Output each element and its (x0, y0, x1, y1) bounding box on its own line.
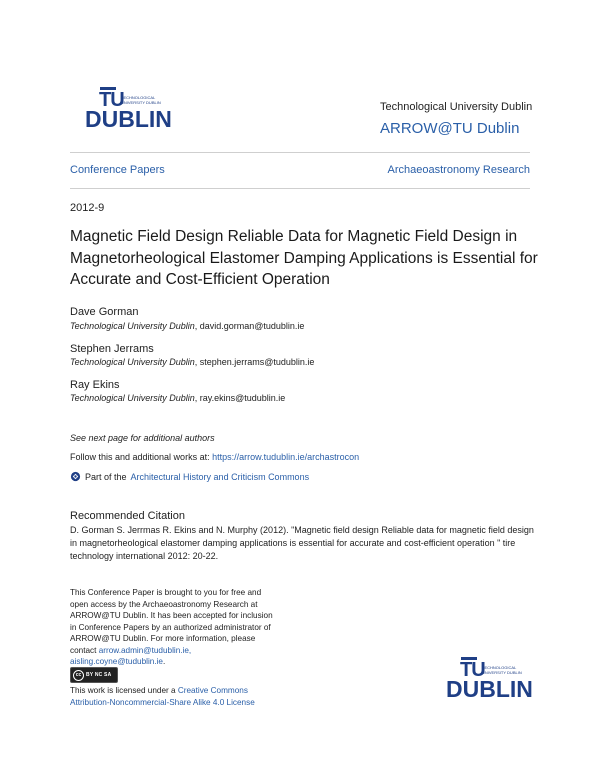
author-email: , ray.ekins@tudublin.ie (194, 393, 286, 403)
follow-line (70, 452, 359, 462)
contact-email-link[interactable]: arrow.admin@tudublin.ie, (98, 645, 192, 655)
author-affiliation (70, 357, 314, 367)
recommended-citation-heading: Recommended Citation (70, 510, 185, 522)
author-institution: Technological University Dublin (70, 393, 195, 403)
author-name: Ray Ekins (70, 379, 120, 391)
license-text (70, 685, 330, 708)
open-access-note (70, 587, 280, 668)
commons-link[interactable]: Architectural History and Criticism Commons (130, 471, 310, 482)
recommended-citation-text: D. Gorman S. Jerrmas R. Ekins and N. Murphy (2012). "Magnetic field design Reliable data for magnetic field design in magnetorheological elastomer damping applications is essential for accurate and cost-efficient operation " tire technology international 2012: 20-22. (70, 525, 534, 561)
author-institution: Technological University Dublin (70, 321, 195, 331)
follow-prefix: Follow this and additional works at: (70, 452, 213, 462)
divider-top (70, 152, 530, 153)
collection-url-link[interactable]: https://arrow.tudublin.ie/archastrocon (212, 452, 360, 462)
tu-dublin-logo[interactable] (446, 660, 536, 705)
commons-network-icon (70, 471, 81, 482)
author-affiliation (70, 393, 285, 403)
contact-email-link[interactable]: aisling.coyne@tudublin.ie (70, 657, 163, 666)
divider-bottom (70, 188, 530, 189)
author-name: Stephen Jerrams (70, 343, 154, 355)
note-text: This Conference Paper is brought to you for free and open access by the Archaeoastronomy Research at ARROW@TU Dublin. It has been accepted for inclusion in Conference Papers by an authorized administrator of ARROW@TU Dublin. For more information, please contact (70, 588, 273, 655)
license-prefix: This work is licensed under a (70, 686, 178, 695)
breadcrumb-conference-papers[interactable]: Conference Papers (70, 164, 165, 176)
page-title: Magnetic Field Design Reliable Data for Magnetic Field Design in Magnetorheological Elastomer Damping Applications is Essential for Accurate and Cost-Efficient Operation (70, 228, 538, 288)
see-next-page-note: See next page for additional authors (70, 433, 215, 443)
logo-microtext: TECHNOLOGICAL UNIVERSITY DUBLIN (482, 665, 522, 675)
author-institution: Technological University Dublin (70, 357, 195, 367)
logo-tu: TU (99, 89, 124, 111)
license-link[interactable]: Attribution-Noncommercial-Share Alike 4.0 License (70, 697, 255, 707)
logo-tu: TU (460, 659, 485, 681)
logo-dublin: DUBLIN (446, 676, 533, 702)
logo-microtext: TECHNOLOGICAL UNIVERSITY DUBLIN (121, 95, 161, 105)
breadcrumb-archaeoastronomy[interactable]: Archaeoastronomy Research (387, 164, 530, 176)
author-name: Dave Gorman (70, 306, 139, 318)
cc-icon: cc (73, 670, 84, 681)
cc-badge-text: BY NC SA (86, 672, 112, 678)
cc-license-badge[interactable] (70, 667, 118, 683)
part-of-line (70, 471, 309, 482)
license-link[interactable]: Creative Commons (177, 686, 248, 695)
institution-name: Technological University Dublin (380, 101, 533, 113)
publication-date: 2012-9 (70, 202, 105, 214)
repository-link[interactable]: ARROW@TU Dublin (380, 120, 520, 137)
author-email: , david.gorman@tudublin.ie (194, 321, 305, 331)
author-affiliation (70, 321, 304, 331)
tu-dublin-logo[interactable] (85, 90, 175, 135)
author-email: , stephen.jerrams@tudublin.ie (194, 357, 315, 367)
note-end: . (162, 657, 166, 666)
part-of-prefix: Part of the (85, 471, 127, 482)
logo-dublin: DUBLIN (85, 106, 172, 132)
